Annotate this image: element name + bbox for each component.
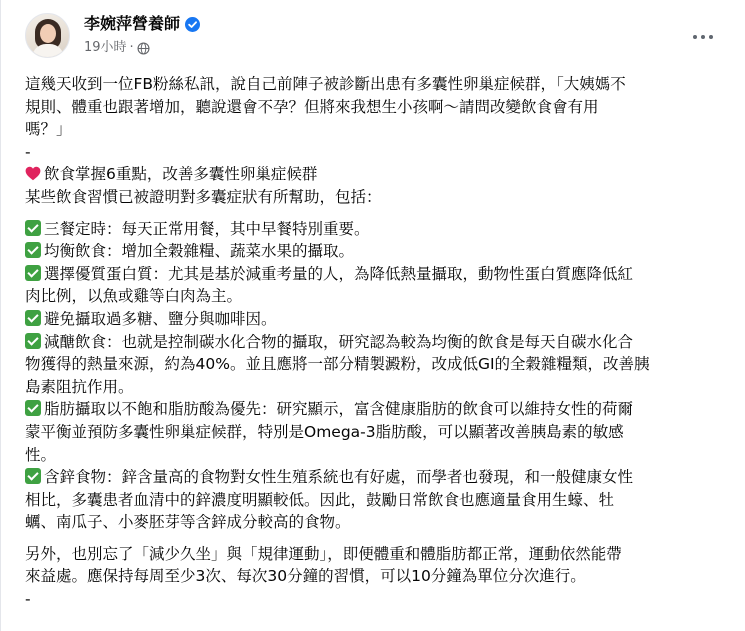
check-mark-icon	[25, 310, 41, 326]
list-item-continuation: 相比，多囊患者血清中的鋅濃度明顯較低。因此，鼓勵日常飲食也應適量食用生蠔、牡	[25, 490, 615, 509]
list-item-text: 均衡飲食：增加全穀雜糧、蔬菜水果的攝取。	[44, 242, 355, 261]
post-line: 來益處。應保持每周至少3次、每次30分鐘的習慣，可以10分鐘為單位分次進行。	[25, 567, 586, 586]
verified-badge-icon	[185, 17, 200, 32]
list-item-text: 避免攝取過多糖、鹽分與咖啡因。	[44, 309, 277, 328]
check-mark-icon	[25, 242, 41, 258]
avatar-face	[40, 24, 56, 43]
list-item-continuation: 島素阻抗作用。	[25, 377, 134, 396]
section-heading	[25, 163, 725, 186]
post-line: 規則、體重也跟著增加，聽說還會不孕？但將來我想生小孩啊～請問改變飲食會有用	[25, 97, 599, 116]
globe-icon[interactable]	[137, 42, 150, 55]
author-name[interactable]: 李婉萍營養師	[84, 14, 181, 33]
list-item-text: 減醣飲食：也就是控制碳水化合物的攝取，研究認為較為均衡的飲食是每天自碳水化合	[44, 332, 634, 351]
list-item	[25, 218, 725, 241]
list-item	[25, 308, 725, 331]
list-item-continuation: 物獲得的熱量來源，約為40%。並且應將一部分精製澱粉，改成低GI的全穀雜糧類，改善胰	[25, 355, 650, 374]
post-line: -	[25, 142, 31, 161]
list-item	[25, 398, 725, 421]
meta-separator: ·	[129, 40, 134, 55]
post-header	[1, 0, 745, 70]
list-item-continuation: 蠣、南瓜子、小麥胚芽等含鋅成分較高的食物。	[25, 513, 351, 532]
list-item-text: 脂肪攝取以不飽和脂肪酸為優先：研究顯示，富含健康脂肪的飲食可以維持女性的荷爾	[44, 400, 634, 419]
post-line: -	[25, 590, 31, 609]
post-body	[25, 73, 725, 611]
check-mark-icon	[25, 220, 41, 236]
list-item-continuation: 性。	[25, 445, 57, 464]
list-item-text: 三餐定時：每天正常用餐，其中早餐特別重要。	[44, 219, 370, 238]
post-meta	[84, 39, 150, 57]
section-intro: 某些飲食習慣已被證明對多囊症狀有所幫助，包括：	[25, 187, 382, 206]
post-line: 另外，也別忘了「減少久坐」與「規律運動」，即便體重和體脂肪都正常，運動依然能帶	[25, 544, 622, 563]
post-line: 嗎？」	[25, 120, 72, 139]
check-mark-icon	[25, 265, 41, 281]
check-mark-icon	[25, 400, 41, 416]
list-item	[25, 466, 725, 489]
post-line: 這幾天收到一位FB粉絲私訊，說自己前陣子被診斷出患有多囊性卵巢症候群，「大姨媽不	[25, 75, 626, 93]
more-options-button[interactable]	[685, 23, 721, 51]
list-item-text: 含鋅食物：鋅含量高的食物對女性生殖系統也有好處，而學者也發現，和一般健康女性	[44, 468, 634, 487]
list-item	[25, 331, 725, 354]
check-mark-icon	[25, 333, 41, 349]
post-time[interactable]: 19小時	[84, 40, 127, 55]
red-heart-icon	[25, 166, 41, 181]
author-avatar[interactable]	[25, 13, 70, 58]
check-mark-icon	[25, 468, 41, 484]
more-options-icon	[693, 35, 697, 39]
avatar-body	[32, 44, 64, 58]
list-item-continuation: 肉比例，以魚或雞等白肉為主。	[25, 287, 243, 306]
list-item-continuation: 蒙平衡並預防多囊性卵巢症候群，特別是Omega-3脂肪酸，可以顯著改善胰島素的敏感	[25, 422, 624, 441]
author-name-row	[84, 13, 200, 35]
section-heading-text: 飲食掌握6重點，改善多囊性卵巢症候群	[44, 165, 318, 184]
list-item-text: 選擇優質蛋白質：尤其是基於減重考量的人，為降低熱量攝取，動物性蛋白質應降低紅	[44, 264, 634, 283]
list-item	[25, 263, 725, 286]
list-item	[25, 240, 725, 263]
